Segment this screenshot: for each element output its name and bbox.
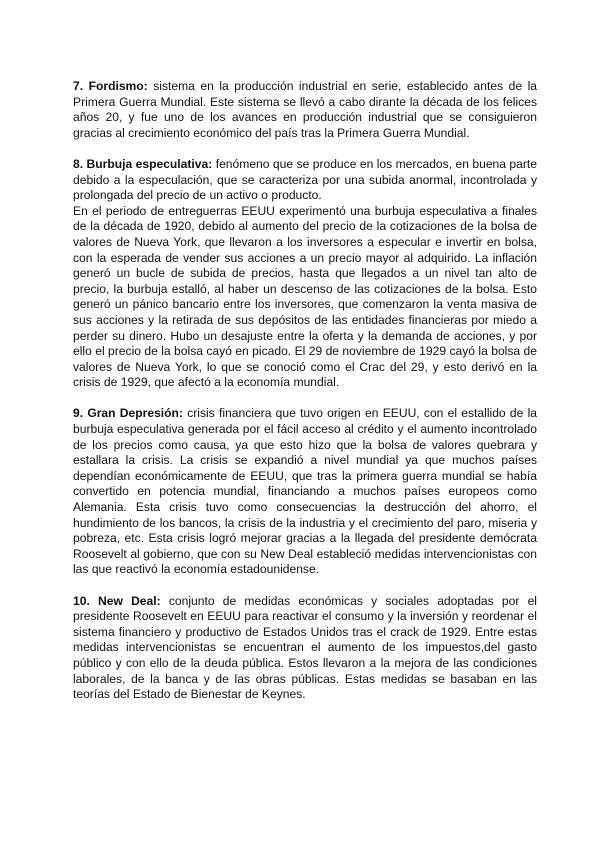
entry-new-deal <box>73 594 537 703</box>
paragraph <box>73 79 537 141</box>
term-heading: 7. Fordismo: <box>73 79 148 93</box>
paragraph <box>73 406 537 578</box>
term-heading: 8. Burbuja especulativa: <box>73 156 213 171</box>
term-heading: 9. Gran Depresión: <box>73 406 183 421</box>
entry-burbuja-especulativa <box>73 157 537 391</box>
definition-text: sistema en la producción industrial en serie, establecido antes de la Primera Guerra Mundial. Este sistema se llevó a cabo dirante la década de los felices años 20, y fue uno de los avances en producción industrial que se consiguieron gracias al crecimiento económico del país tras la Primera Guerra Mundial. <box>73 79 537 140</box>
paragraph <box>73 157 537 204</box>
paragraph: En el periodo de entreguerras EEUU experimentó una burbuja especulativa a finales de la década de 1920, debido al aumento del precio de la cotizaciones de la bolsa de valores de Nueva York, que llevaron a los inversores a especular e invertir en bolsa, con la esperada de vender sus acciones a un precio mayor al adquirido. La inflación generó un bucle de subida de precios, hasta que llegados a un nivel tan alto de precio, la burbuja estalló, al haber un descenso de las cotizaciones de la bolsa. Esto generó un pánico bancario entre los inversores, que comenzaron la venta masiva de sus acciones y la retirada de sus depósitos de las entidades financieras por miedo a perder su dinero. Hubo un desajuste entre la oferta y la demanda de acciones, y por ello el precio de la bolsa cayó en picado. El 29 de noviembre de 1929 cayó la bolsa de valores de Nueva York, lo que se conoció como el Crac del 29, y esto derivó en la crisis de 1929, que afectó a la economía mundial. <box>73 203 537 390</box>
term-heading: 10. New Deal: <box>73 593 161 608</box>
paragraph <box>73 594 537 703</box>
entry-gran-depresion <box>73 406 537 578</box>
entry-fordismo <box>73 79 537 141</box>
definition-text: conjunto de medidas económicas y sociales adoptadas por el presidente Roosevelt en EEUU para reactivar el consumo y la inversión y reordenar el sistema financiero y productivo de Estados Unidos tras el crack de 1929. Entre estas medidas intervencionistas se encuentran el aumento de los impuestos,del gasto público y con ello de la deuda pública. Estos llevaron a la mejora de las condiciones laborales, de la banca y de las obras públicas. Estas medidas se basaban en las teorías del Estado de Bienestar de Keynes. <box>73 593 537 702</box>
definition-text: fenómeno que se produce en los mercados, en buena parte debido a la especulación, que se caracteriza por una subida anormal, incontrolada y prolongada del precio de un activo o producto. <box>73 156 537 203</box>
document-page <box>73 79 537 703</box>
definition-text: crisis financiera que tuvo origen en EEUU, con el estallido de la burbuja especulativa generada por el fácil acceso al crédito y el aumento incontrolado de los precios como causa, ya que esto hizo que la bolsa de valores quebrara y estallara la crisis. La crisis se expandió a nivel mundial ya que muchos países dependían económicamente de EEUU, que tras la primera guerra mundial se había convertido en potencia mundial, financiando a muchos países europeos como Alemania. Esta crisis tuvo como consecuencias la destrucción del ahorro, el hundimiento de los bancos, la crisis de la industria y el crecimiento del paro, miseria y pobreza, etc. Esta crisis logró mejorar gracias a la llegada del presidente demócrata Roosevelt al gobierno, que con su New Deal estableció medidas intervencionistas con las que reactivó la economía estadounidense. <box>73 406 537 577</box>
